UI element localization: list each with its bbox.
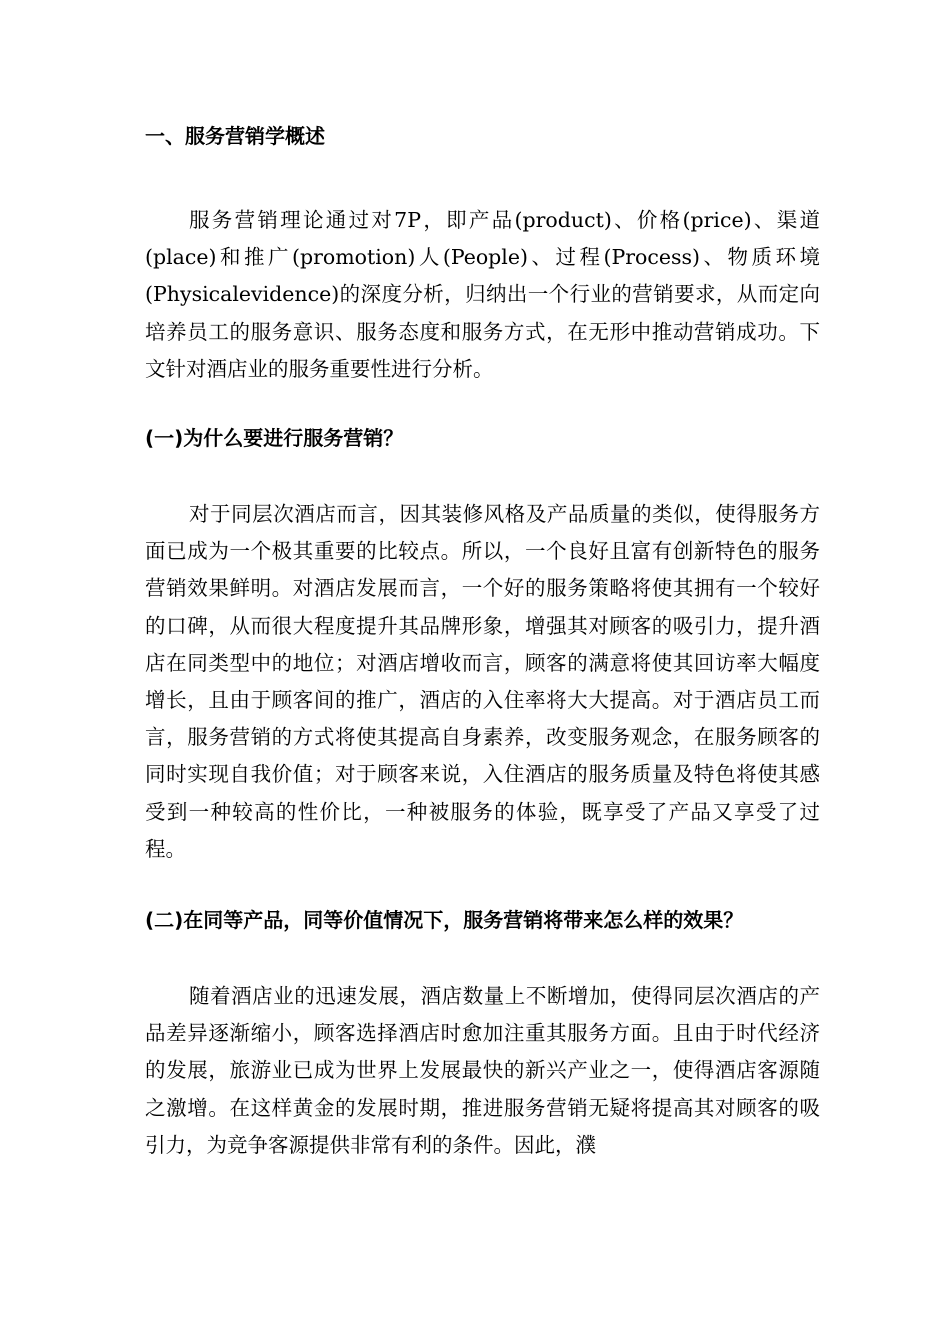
subsection-2-title: (二)在同等产品，同等价值情况下，服务营销将带来怎么样的效果？ <box>145 908 744 932</box>
section-title: 一、服务营销学概述 <box>145 124 325 148</box>
subsection-1-title: (一)为什么要进行服务营销？ <box>145 426 404 450</box>
subsection-1-paragraph: 对于同层次酒店而言，因其装修风格及产品质量的类似，使得服务方面已成为一个极其重要的比较点。所以，一个良好且富有创新特色的服务营销效果鲜明。对酒店发展而言，一个好的服务策略将使其拥有一个较好的口碑，从而很大程度提升其品牌形象，增强其对顾客的吸引力，提升酒店在同类型中的地位；对酒店增收而言，顾客的满意将使其回访率大幅度增长，且由于顾客间的推广，酒店的入住率将大大提高。对于酒店员工而言，服务营销的方式将使其提高自身素养，改变服务观念，在服务顾客的同时实现自我价值；对于顾客来说，入住酒店的服务质量及特色将使其感受到一种较高的性价比，一种被服务的体验，既享受了产品又享受了过程。 <box>145 502 820 861</box>
subsection-2-paragraph: 随着酒店业的迅速发展，酒店数量上不断增加，使得同层次酒店的产品差异逐渐缩小，顾客选择酒店时愈加注重其服务方面。且由于时代经济的发展，旅游业已成为世界上发展最快的新兴产业之一，使得酒店客源随之激增。在这样黄金的发展时期，推进服务营销无疑将提高其对顾客的吸引力，为竞争客源提供非常有利的条件。因此，濮 <box>145 984 820 1157</box>
intro-paragraph: 服务营销理论通过对7P，即产品(product)、价格(price)、渠道(place)和推广(promotion)人(People)、过程(Process)、物质环境(Physicalevidence)的深度分析，归纳出一个行业的营销要求，从而定向培养员工的服务意识、服务态度和服务方式，在无形中推动营销成功。下文针对酒店业的服务重要性进行分析。 <box>145 208 820 381</box>
